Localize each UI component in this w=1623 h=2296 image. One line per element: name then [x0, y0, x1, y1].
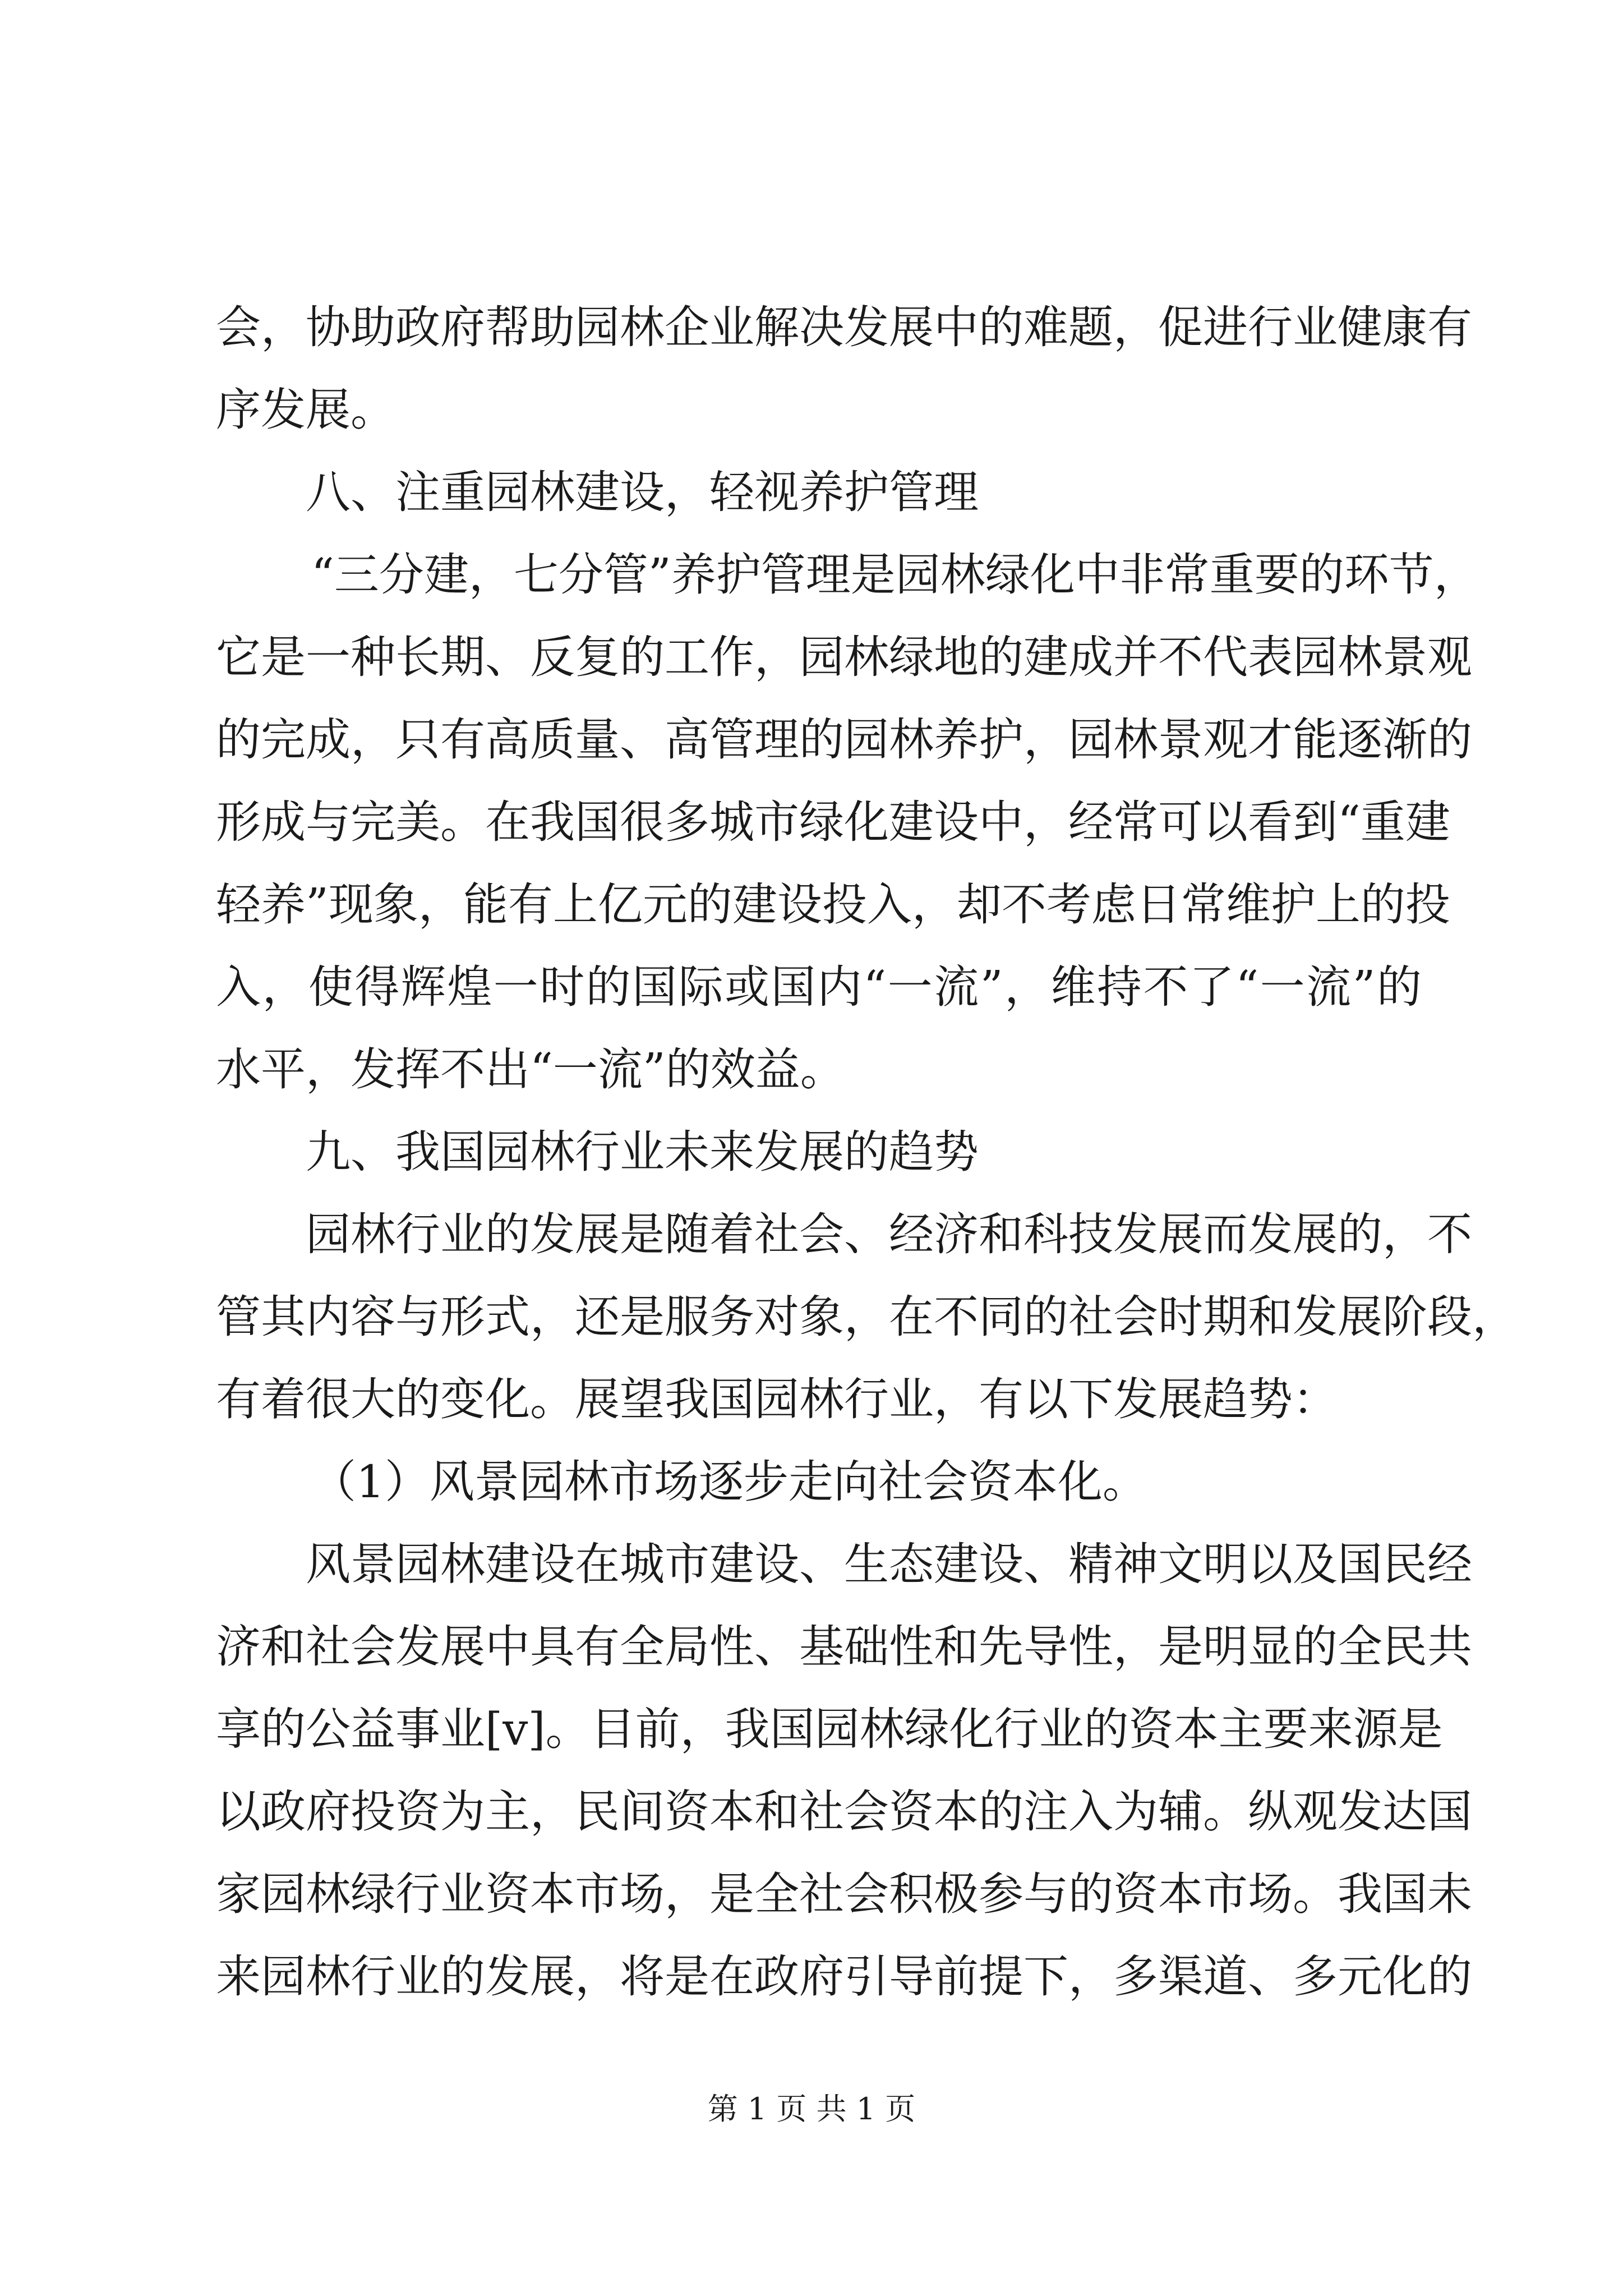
subheading-item-1: （1）风景园林市场逐步走向社会资本化。 [311, 1456, 1147, 1508]
body-text [216, 286, 1517, 2018]
text-line: 形成与完美。在我国很多城市绿化建设中，经常可以看到“重建 [216, 796, 1450, 848]
text-line: 序发展。 [216, 384, 395, 436]
text-line: 轻养”现象，能有上亿元的建设投入，却不考虑日常维护上的投 [216, 878, 1450, 931]
text-line: 有着很大的变化。展望我国园林行业，有以下发展趋势： [216, 1373, 1338, 1425]
page-footer: 第 1 页 共 1 页 [707, 2091, 916, 2127]
text-line: 水平，发挥不出“一流”的效益。 [216, 1043, 845, 1096]
text-line: 会，协助政府帮助园林企业解决发展中的难题，促进行业健康有 [216, 301, 1472, 353]
section-heading-nine: 九、我国园林行业未来发展的趋势 [306, 1126, 979, 1178]
text-line: 管其内容与形式，还是服务对象，在不同的社会时期和发展阶段， [216, 1291, 1517, 1343]
text-line: 济和社会发展中具有全局性、基础性和先导性，是明显的全民共 [216, 1621, 1472, 1673]
text-line: 风景园林建设在城市建设、生态建设、精神文明以及国民经 [306, 1538, 1472, 1590]
text-line: 来园林行业的发展，将是在政府引导前提下，多渠道、多元化的 [216, 1950, 1472, 2003]
text-line: 入，使得辉煌一时的国际或国内“一流”，维持不了“一流”的 [216, 961, 1422, 1013]
section-heading-eight: 八、注重园林建设，轻视养护管理 [306, 466, 979, 518]
text-line: 享的公益事业[v]。目前，我国园林绿化行业的资本主要来源是 [216, 1703, 1443, 1755]
text-line: 以政府投资为主，民间资本和社会资本的注入为辅。纵观发达国 [216, 1786, 1472, 1838]
text-line: “三分建，七分管”养护管理是园林绿化中非常重要的环节， [311, 549, 1479, 601]
text-line: 的完成，只有高质量、高管理的园林养护，园林景观才能逐渐的 [216, 714, 1472, 766]
text-line: 家园林绿行业资本市场，是全社会积极参与的资本市场。我国未 [216, 1868, 1472, 1920]
text-line: 它是一种长期、反复的工作，园林绿地的建成并不代表园林景观 [216, 631, 1472, 683]
text-line: 园林行业的发展是随着社会、经济和科技发展而发展的，不 [306, 1208, 1472, 1260]
